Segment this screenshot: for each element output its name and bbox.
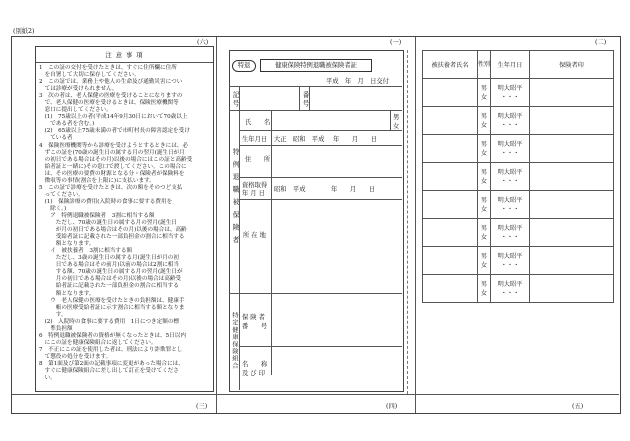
dependent-birth-era: 明大昭平 [497,196,523,204]
dependent-sex-female: 女 [480,289,488,297]
page-number-5: (五) [572,403,584,410]
dependent-insurer-seal-cell[interactable] [530,79,614,107]
dependent-row [423,107,614,135]
qualification-eras: 昭和 平成 [274,186,306,193]
dependent-insurer-seal-cell[interactable] [530,219,614,247]
dependent-sex-female: 女 [480,205,488,213]
notice-line: ずこの証を(70歳の誕生日の属する月の翌月(誕生日が月 [39,149,185,156]
location-label: 所 在 地 [243,232,266,239]
notice-line: 6 特例退職被保険者の資格が無くなったときは、5日以内 [39,332,186,339]
insurer-vertical-label: 特定健康保険組合 [231,312,238,370]
notice-line: 1 この証の交付を受けたときは、すぐに住所欄に住所 [39,65,177,71]
number-field[interactable] [310,87,401,110]
insurer-number-label-1: 保 険 者 [242,314,265,321]
notice-line: 3 次の者は、老人保健の医療を受けることになりますの [39,93,183,100]
notice-line: 給者証に記載された一部負担金の割合に相当する [39,283,179,290]
notice-line: ては診療が受けられません。 [39,86,118,93]
stamp-tokutai: 特退 [232,60,256,72]
insurer-number-field[interactable] [272,294,401,345]
issue-date: 平成 年 月 日交付 [326,78,389,85]
page-number-2: (二) [595,39,607,46]
dependent-sex-female: 女 [480,93,488,101]
dependent-row [423,219,614,247]
notice-line: 帳の医療受給者証に示す割合に相当する額となりま [39,304,185,311]
notice-line: である者を含む。) [39,121,95,128]
notice-line: 給者証と一緒に)その窓口で渡してください。この場合に [39,163,187,170]
dependent-birth-era: 明大昭平 [497,140,523,148]
dependent-insurer-seal-cell[interactable] [530,247,614,275]
notice-line: ウ 老人保健の医療を受けたときの負担額は、健康手 [39,297,185,304]
dependents-table [422,50,614,303]
dependent-birth-cell [491,163,530,191]
dependent-birth-cell [491,107,530,135]
name-field[interactable] [272,111,390,130]
dependent-sex-cell [478,79,491,107]
dependent-birth-era: 明大昭平 [497,168,523,176]
notice-line: する額、70歳の誕生日の属する月の翌月(誕生日が [39,269,183,276]
dependent-name-cell[interactable] [423,163,478,191]
dependent-birth-date: ・・・ [500,121,520,129]
symbol-label: 記号 [231,91,239,109]
dependent-name-cell[interactable] [423,275,478,303]
header-birth: 生年月日 [491,51,530,79]
dependent-insurer-seal-cell[interactable] [530,163,614,191]
page-number-6: (六) [197,39,209,46]
dependent-name-cell[interactable] [423,79,478,107]
notice-line: が月の初日である場合はその月)以後の場合は、高齢 [39,227,187,234]
dependent-row [423,275,614,303]
birth-label: 生年月日 [242,136,268,143]
dependent-name-cell[interactable] [423,191,478,219]
notice-line: イ 被扶養者 3割に相当する額 [39,248,133,255]
notice-line: 除く。) [39,205,67,212]
location-field[interactable] [272,200,401,292]
notice-line: ってください。 [39,191,84,198]
dependent-sex-male: 男 [480,252,488,260]
dependent-birth-cell [491,219,530,247]
notice-line: 月の初日である場合はその月)以後の場合は高齢受 [39,276,182,283]
notice-line: 額となります。 [39,241,95,248]
dependent-row [423,247,614,275]
dependent-sex-male: 男 [480,280,488,288]
dependent-sex-male: 男 [480,196,488,204]
card-panel [229,50,402,390]
insurer-name-label-2: 及 び 印 [242,370,265,377]
notice-line: で、老人保健の医療を受けるときは、保険医療機関等 [39,100,179,107]
notice-body [39,65,211,382]
page-number-3: (三) [196,403,208,410]
page-number-4: (四) [386,403,398,410]
dependent-name-cell[interactable] [423,107,478,135]
qualification-ymd: 年 月 日 [331,186,376,193]
dependent-birth-cell [491,79,530,107]
dependent-sex-male: 男 [480,168,488,176]
header-insurer-seal: 保険者印 [530,51,614,79]
insurer-name-label-1: 名 称 [242,361,268,368]
dependent-sex-female: 女 [480,121,488,129]
notice-line: 4 保険医療機関等から診療を受けようとするときには、必 [39,142,188,149]
name-label: 氏 名 [245,119,271,126]
notice-line: ただし、70歳の誕生日の属する月の翌月(誕生日 [39,220,177,227]
dependent-sex-cell [478,135,491,163]
notice-line: 額となります。 [39,290,95,297]
insured-vertical-label: 特例退職被保険者 [231,148,239,249]
dependent-birth-era: 明大昭平 [497,84,523,92]
notice-line: (1) 保険診療の費用(入院時の食事に要する費用を [39,198,173,205]
dependent-birth-date: ・・・ [500,93,520,101]
dependent-sex-female: 女 [480,233,488,241]
notice-line: (2) 65歳以上75歳未満の者で市町村長の障害認定を受け [39,128,190,135]
dependent-sex-cell [478,107,491,135]
dependent-name-cell[interactable] [423,135,478,163]
notice-line: を自署して大切に保存してください。 [39,72,140,79]
dependent-birth-cell [491,191,530,219]
birth-eras: 大正 昭和 平成 [274,136,325,143]
dependent-sex-cell [478,247,491,275]
dependent-birth-date: ・・・ [500,149,520,157]
notice-line: (2) 入院時の食事に要する費用 1日につき定額の標 [39,318,180,325]
notice-line: い。 [39,375,56,382]
dependent-birth-date: ・・・ [500,177,520,185]
form-label: (別紙2) [13,28,35,35]
notice-line: 7 不正にこの証を使用した者は、刑法により詐欺罪とし [39,346,183,353]
notice-line: 日である場合はその前月)以前の場合は2割に相当 [39,262,179,269]
dependent-insurer-seal-cell[interactable] [530,191,614,219]
dependent-sex-cell [478,219,491,247]
dependent-birth-cell [491,247,530,275]
notice-line: 徴収等の事情(割合を上限に)に支払います。 [39,177,155,184]
notice-line: 8 第1面及び第2面の記載事項に変更があった場合には、 [39,360,184,367]
dependent-name-cell[interactable] [423,247,478,275]
notice-line: て懲役の処分を受けます。 [39,353,112,360]
notice-line: ア 特例退職被保険者 3割に相当する額 [39,212,155,219]
dependent-insurer-seal-cell[interactable] [530,275,614,303]
dependent-birth-era: 明大昭平 [497,252,523,260]
dependent-sex-female: 女 [480,261,488,269]
dependent-birth-era: 明大昭平 [497,280,523,288]
dependent-sex-male: 男 [480,112,488,120]
number-label: 番号 [301,91,309,109]
notice-line: す。 [39,311,67,318]
notice-line: ている者 [39,135,73,142]
notice-line: 5 この証で診療を受けたときは、次の額をそのつど支払 [39,184,183,191]
symbol-field[interactable] [240,87,298,110]
header-sex: 性別 [478,51,491,79]
dependent-birth-date: ・・・ [500,233,520,241]
qualification-label-2: 年 月 日 [242,190,265,197]
notice-line: 2 この証では、業務上や他人の生命及び通勤災害につい [39,79,183,86]
dependent-sex-cell [478,191,491,219]
address-label: 住 所 [245,156,271,163]
dependent-insurer-seal-cell[interactable] [530,135,614,163]
address-field[interactable] [272,146,401,177]
dependent-sex-male: 男 [480,224,488,232]
dependent-sex-cell [478,163,491,191]
dependent-birth-cell [491,275,530,303]
dependent-birth-cell [491,135,530,163]
dependent-name-cell[interactable] [423,219,478,247]
dependent-row [423,163,614,191]
dependent-sex-female: 女 [480,149,488,157]
dependent-birth-date: ・・・ [500,261,520,269]
dependent-sex-female: 女 [480,177,488,185]
dependent-sex-male: 男 [480,140,488,148]
notice-line: すぐに健康保険組合に差し出して訂正を受けてくださ [39,368,179,375]
notice-line: 準負担額 [39,325,73,332]
dependent-birth-date: ・・・ [500,289,520,297]
dependent-insurer-seal-cell[interactable] [530,107,614,135]
notice-line: 受給者証に記載された一部負担金の割合に相当する [39,234,185,241]
notice-line: (1) 75歳以上の者(平成14年9月30日において70歳以上 [39,114,188,121]
dependent-row [423,135,614,163]
dependent-birth-era: 明大昭平 [497,112,523,120]
dependent-birth-date: ・・・ [500,205,520,213]
page-number-1: (一) [390,39,402,46]
dependent-row [423,79,614,107]
insurer-name-field[interactable] [272,347,401,389]
dependent-row [423,191,614,219]
notice-line: の初日である場合はその月)以後の場合にはこの証と高齢受 [39,156,193,163]
notice-panel [35,46,214,392]
notice-line: ただし、3歳の誕生日の属する月(誕生日が月の初 [39,255,179,262]
notice-line: にこの証を健康保険組合に返してください。 [39,339,157,346]
dependent-sex-cell [478,275,491,303]
sex-male: 男 [393,114,400,121]
card-title: 健康保険特例退職被保険者証 [260,59,372,72]
insurer-number-label-2: 番 号 [242,323,268,330]
dependent-birth-era: 明大昭平 [497,224,523,232]
notice-line: 窓口に提出してください。 [39,107,112,114]
notice-title: 注 意 事 項 [105,52,144,59]
notice-line: は、その医療の要費の財源となる分・保険者が保険料を [39,170,185,177]
sex-female: 女 [393,123,400,130]
header-name: 被扶養者氏名 [423,51,478,79]
qualification-label-1: 資格取得 [242,182,268,189]
dependent-sex-male: 男 [480,84,488,92]
birth-ymd: 年 月 日 [333,136,378,143]
